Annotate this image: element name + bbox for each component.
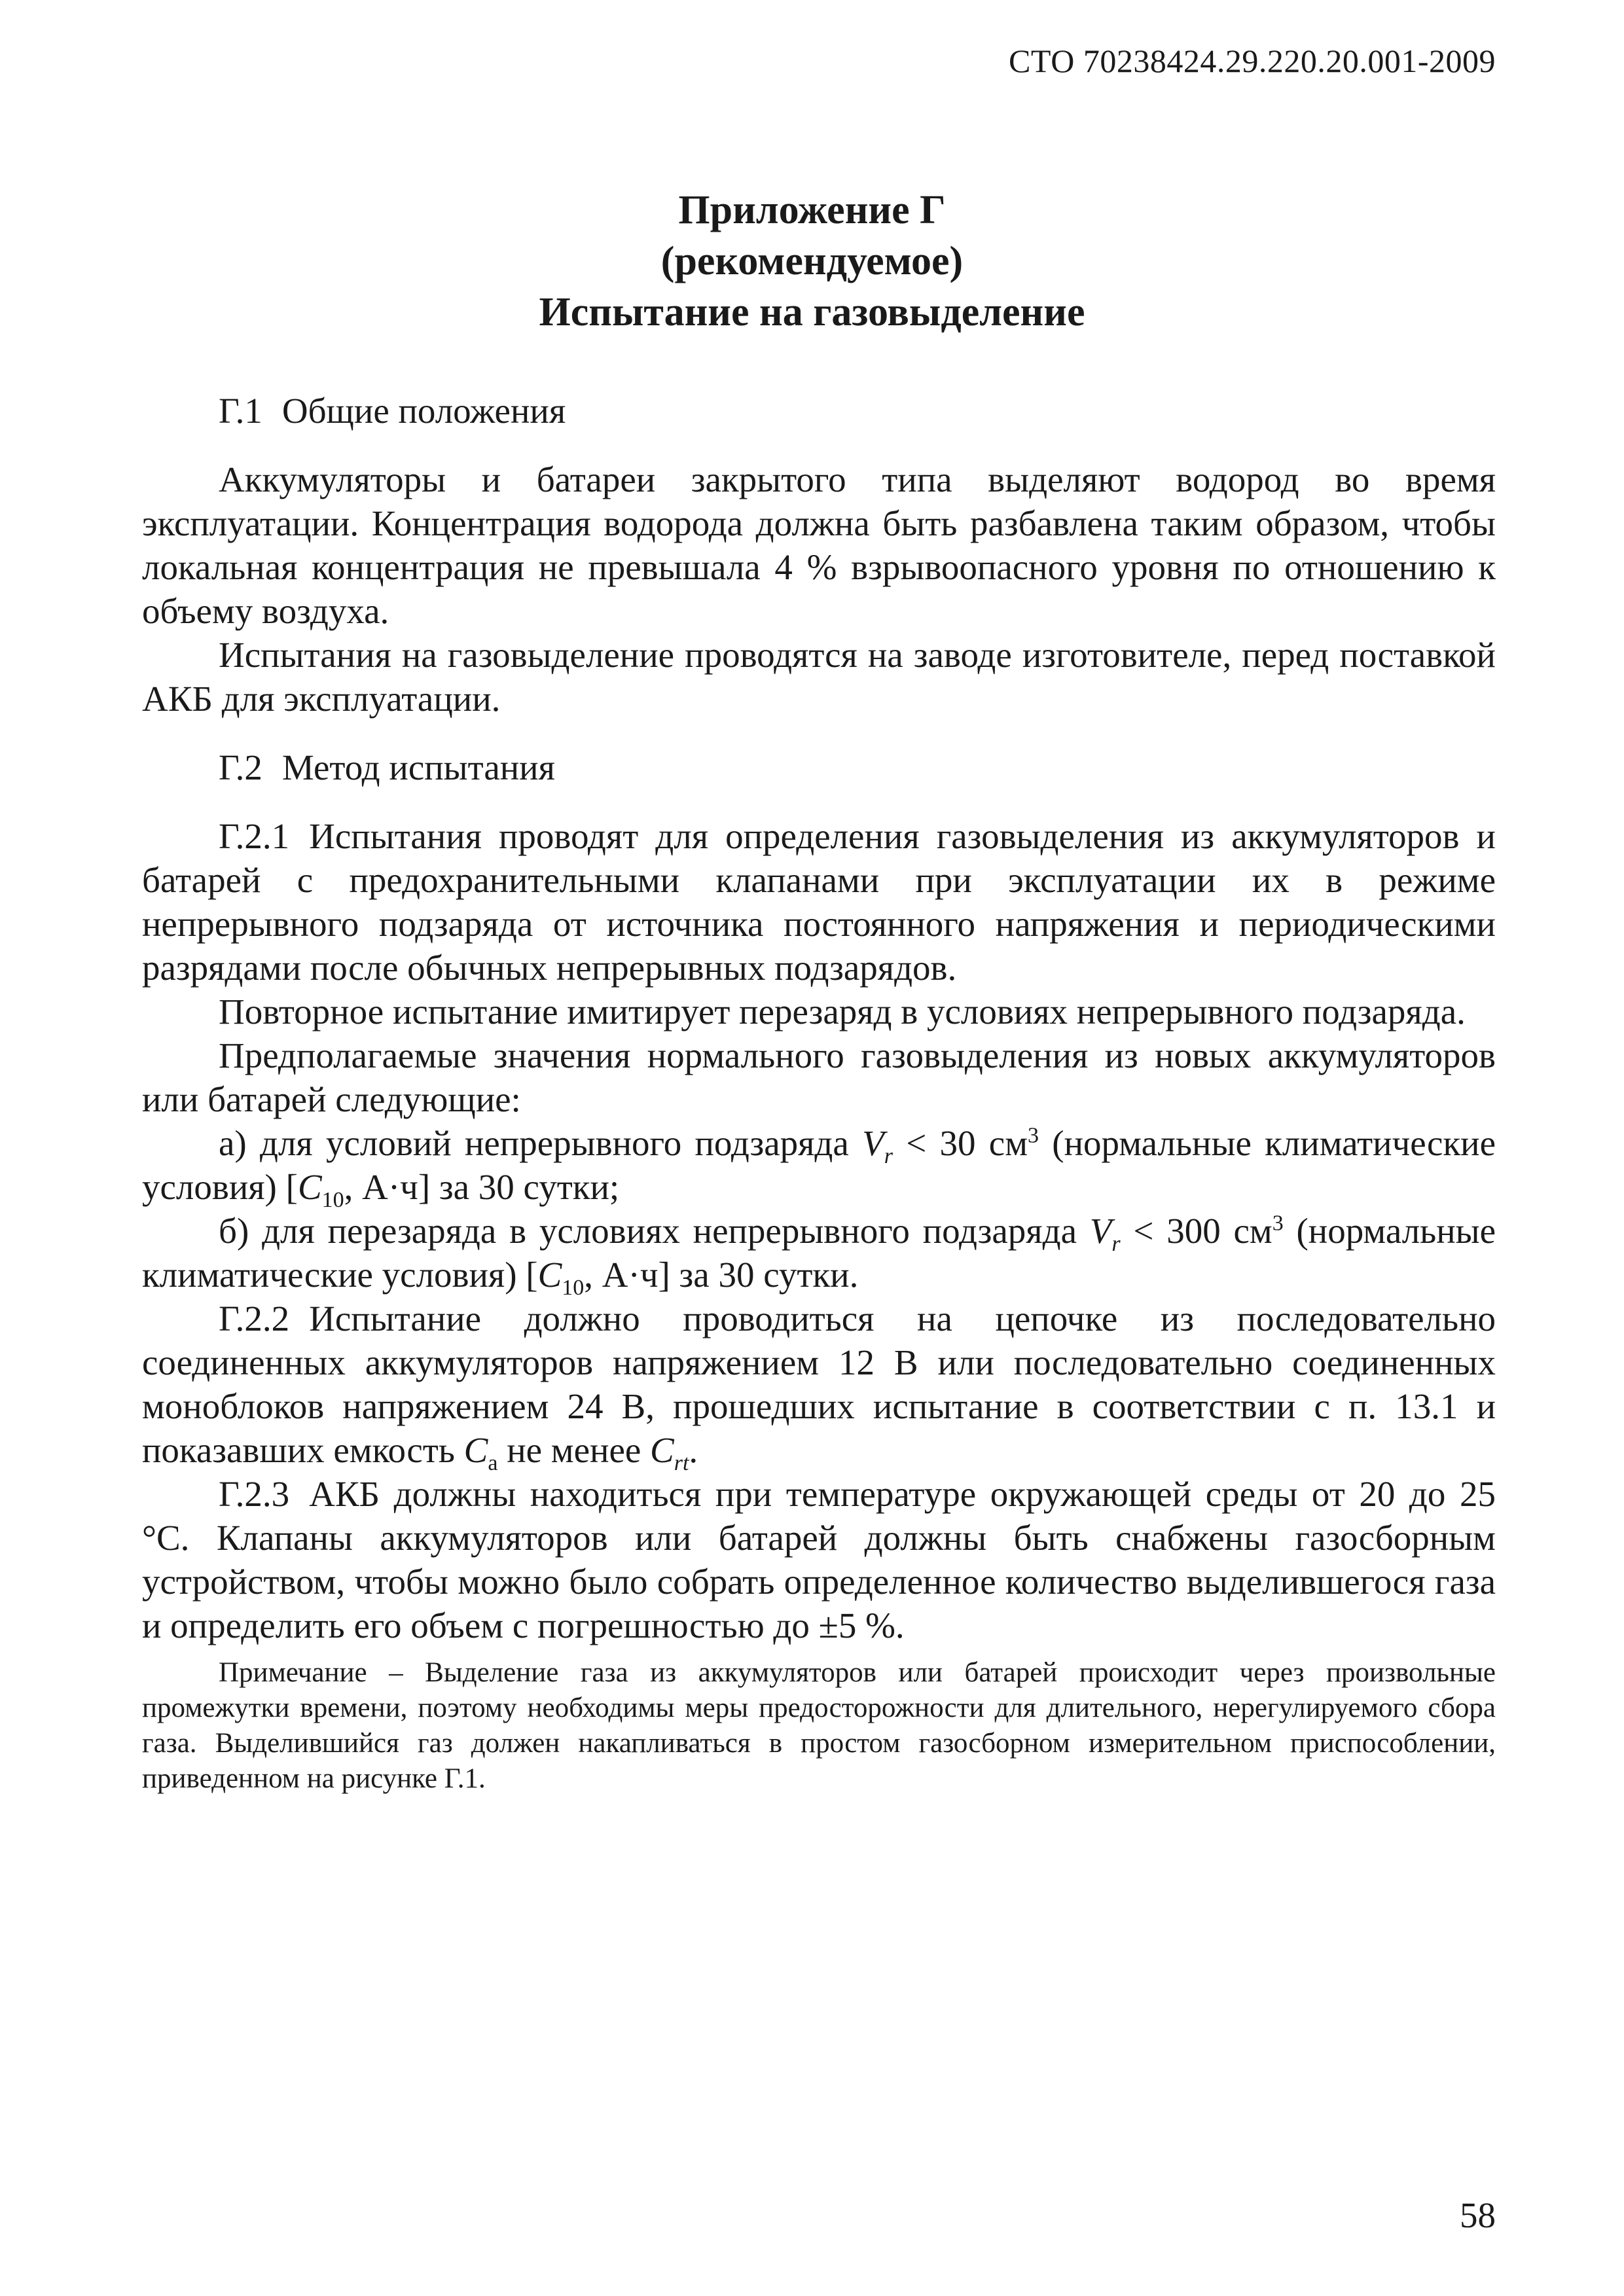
capacity-crt-symbol: $C_{rt}$	[650, 1430, 689, 1475]
item-b-tail: , А·ч] за 30 сутки.	[584, 1255, 859, 1295]
paragraph-g2-2	[142, 1297, 1496, 1475]
capacity-ca-sub: a	[488, 1451, 498, 1475]
list-item-a	[142, 1121, 1496, 1212]
section-g2-heading	[142, 745, 1496, 789]
section-number: Г.1	[219, 391, 262, 431]
section-heading-text: Общие положения	[281, 391, 566, 431]
section-number: Г.2	[219, 747, 262, 787]
clause-number: Г.2.1	[219, 816, 290, 856]
item-b-symbol: $V_r$	[1089, 1211, 1121, 1256]
paragraph-g1-2: Испытания на газовыделение проводятся на заводе изготовителе, перед поставкой АКБ для эксплуатации.	[142, 635, 1496, 719]
section-g1-heading	[142, 389, 1496, 433]
document-code: СТО 70238424.29.220.20.001-2009	[1009, 43, 1496, 79]
appendix-title: Приложение Г	[678, 188, 946, 232]
item-a-tail: , А·ч] за 30 сутки;	[344, 1167, 620, 1207]
item-b-conditions: (нормальные климатические условия) [	[142, 1211, 1496, 1295]
clause-text: Испытания проводят для определения газовыделения из аккумуляторов и батарей с предохранительными клапанами при эксплуатации их в режиме непрерывного подзаряда от источника постоянного напряжения и периодическими разрядами после обычных непрерывных подзарядов.	[142, 816, 1496, 988]
section-heading-text: Метод испытания	[281, 747, 555, 787]
appendix-name: Испытание на газовыделение	[539, 290, 1085, 334]
item-b-capacity-sub: 10	[562, 1276, 585, 1300]
paragraph-g2-1	[142, 814, 1496, 990]
note-paragraph: Примечание – Выделение газа из аккумуляторов или батарей происходит через произвольные промежутки времени, поэтому необходимы меры предосторожности для длительного, нерегулируемого сбора газа. Выделившийся газ должен накапливаться в простом газосборном измерительном приспособлении, приведенном на рисунке Г.1.	[142, 1657, 1496, 1794]
item-b-value: < 300 см	[1133, 1211, 1272, 1251]
clause-text: Испытание должно проводиться на цепочке из последовательно соединенных аккумуляторов напряжением 12 В или последовательно соединенных моноблоков напряжением 24 В, прошедших испытание в соответствии с п. 13.1 и показавших емкость	[142, 1299, 1496, 1470]
item-a-capacity-sub: 10	[321, 1188, 344, 1212]
clause-mid-text: не менее	[507, 1430, 641, 1470]
list-item-b	[142, 1209, 1496, 1300]
page-number: 58	[1460, 2195, 1496, 2235]
item-a-superscript: 3	[1028, 1123, 1039, 1148]
clause-text: АКБ должны находиться при температуре окружающей среды от 20 до 25 °С. Клапаны аккумуляторов или батарей должны быть снабжены газосборным устройством, чтобы можно было собрать определенное количество выделившегося газа и определить его объем с погрешностью до ±5 %.	[142, 1474, 1496, 1645]
clause-end: .	[689, 1430, 698, 1470]
document-body	[142, 364, 1496, 1797]
item-a-lead: а) для условий непрерывного подзаряда	[219, 1123, 849, 1163]
item-b-superscript: 3	[1272, 1211, 1284, 1236]
clause-number: Г.2.3	[219, 1474, 290, 1514]
clause-number: Г.2.2	[219, 1299, 290, 1338]
item-a-symbol: $V_r$	[862, 1123, 893, 1168]
item-a-value: < 30 см	[906, 1123, 1028, 1163]
paragraph-g1-1: Аккумуляторы и батареи закрытого типа выделяют водород во время эксплуатации. Концентрация водорода должна быть разбавлена таким образом, чтобы локальная концентрация не превышала 4 % взрывоопасного уровня по отношению к объему воздуха.	[142, 459, 1496, 631]
appendix-title-block	[0, 185, 1624, 338]
paragraph-repeat-test: Повторное испытание имитирует перезаряд в условиях непрерывного подзаряда.	[219, 992, 1466, 1031]
item-a-capacity-symbol: C	[297, 1167, 322, 1207]
paragraph-expected-values: Предполагаемые значения нормального газовыделения из новых аккумуляторов или батарей следующие:	[142, 1035, 1496, 1119]
item-b-capacity-symbol: C	[537, 1255, 562, 1295]
appendix-type: (рекомендуемое)	[660, 239, 964, 283]
capacity-ca-symbol: C	[463, 1430, 488, 1470]
item-b-lead: б) для перезаряда в условиях непрерывного подзаряда	[219, 1211, 1077, 1251]
item-a-conditions: (нормальные климатические условия) [	[142, 1123, 1496, 1207]
paragraph-g2-3	[142, 1472, 1496, 1647]
